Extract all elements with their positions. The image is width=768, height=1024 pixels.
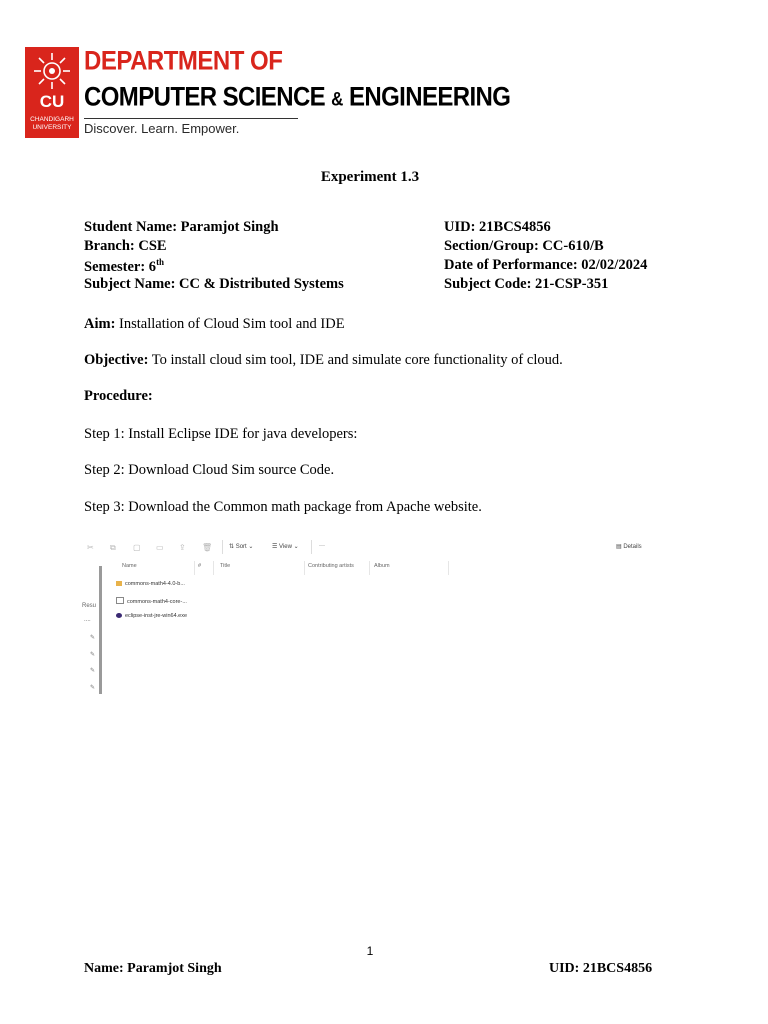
- student-name: Student Name: Paramjot Singh: [84, 219, 279, 235]
- header-divider: [84, 118, 298, 119]
- file-name: commons-math4-4.0-b...: [125, 581, 185, 587]
- paste-icon[interactable]: ▢: [133, 543, 141, 552]
- details-label: Details: [623, 544, 642, 550]
- file-row[interactable]: [116, 597, 187, 605]
- page-number: 1: [366, 944, 374, 958]
- toolbar-divider: [311, 540, 312, 554]
- experiment-title: Experiment 1.3: [320, 169, 420, 185]
- footer-name: Name: Paramjot Singh: [84, 961, 222, 976]
- department-name-main: COMPUTER SCIENCE: [84, 82, 326, 113]
- department-ampersand: &: [331, 88, 343, 110]
- column-header-artists[interactable]: Contributing artists: [308, 563, 354, 569]
- nav-item-dots: ....: [84, 617, 91, 623]
- aim-paragraph: [84, 316, 345, 333]
- student-uid: UID: 21BCS4856: [444, 219, 551, 235]
- column-header-number[interactable]: #: [198, 563, 202, 569]
- footer-uid: UID: 21BCS4856: [549, 961, 653, 976]
- rename-icon[interactable]: ▭: [156, 543, 164, 552]
- column-divider[interactable]: [194, 561, 195, 575]
- pin-icon[interactable]: ✎: [90, 635, 96, 641]
- navigation-pane-scrollbar[interactable]: [99, 566, 102, 694]
- nav-item-label[interactable]: Resu: [82, 603, 97, 609]
- step-3: Step 3: Download the Common math package from Apache website.: [84, 499, 482, 515]
- procedure-heading-text: Procedure:: [84, 388, 153, 404]
- semester: [84, 257, 164, 276]
- toolbar-divider: [222, 540, 223, 554]
- eclipse-icon: [116, 613, 122, 618]
- view-label: View: [279, 544, 292, 550]
- details-button[interactable]: [616, 543, 642, 550]
- aim-text: Installation of Cloud Sim tool and IDE: [115, 316, 345, 332]
- pin-icon[interactable]: ✎: [90, 685, 96, 691]
- procedure-heading: [84, 388, 153, 405]
- step-1: Step 1: Install Eclipse IDE for java developers:: [84, 426, 358, 442]
- step-2: Step 2: Download Cloud Sim source Code.: [84, 462, 335, 478]
- objective-label: Objective:: [84, 352, 149, 368]
- zip-folder-icon: [116, 581, 122, 586]
- pin-icon[interactable]: ✎: [90, 668, 96, 674]
- explorer-toolbar: [82, 534, 656, 560]
- copy-icon[interactable]: ⧉: [110, 543, 116, 552]
- column-divider[interactable]: [369, 561, 370, 575]
- file-explorer-screenshot: [82, 534, 656, 694]
- cut-icon[interactable]: ✂: [87, 543, 94, 552]
- department-name-end: ENGINEERING: [348, 82, 511, 113]
- university-logo: [25, 47, 79, 138]
- subject-name: Subject Name: CC & Distributed Systems: [84, 276, 344, 292]
- view-button[interactable]: ☰ View ⌄: [272, 544, 299, 550]
- details-pane-icon: ▤: [616, 544, 624, 550]
- file-name: eclipse-inst-jre-win64.exe: [125, 613, 188, 619]
- semester-superscript: th: [156, 257, 165, 267]
- logo-emblem-icon: [30, 51, 74, 91]
- sort-label: Sort: [235, 544, 247, 550]
- date-of-performance: Date of Performance: 02/02/2024: [444, 257, 648, 273]
- file-row[interactable]: [116, 613, 187, 619]
- sort-icon: ⇅: [229, 544, 236, 550]
- section-group: Section/Group: CC-610/B: [444, 238, 604, 254]
- view-icon: ☰: [272, 544, 280, 550]
- more-options-button[interactable]: ···: [319, 543, 325, 549]
- column-divider[interactable]: [213, 561, 214, 575]
- file-name: commons-math4-core-...: [127, 599, 187, 605]
- column-divider[interactable]: [304, 561, 305, 575]
- objective-text: To install cloud sim tool, IDE and simulate core functionality of cloud.: [148, 352, 563, 368]
- document-icon: [116, 597, 124, 604]
- department-title-line1: DEPARTMENT OF: [84, 46, 283, 77]
- aim-label: Aim:: [84, 316, 116, 332]
- department-title-line2: [84, 82, 510, 113]
- logo-university-text: CHANDIGARH UNIVERSITY: [30, 116, 74, 131]
- pin-icon[interactable]: ✎: [90, 652, 96, 658]
- share-icon[interactable]: ⇪: [179, 543, 186, 552]
- tagline: Discover. Learn. Empower.: [84, 121, 240, 136]
- objective-paragraph: [84, 352, 563, 369]
- semester-label: Semester: 6: [84, 259, 157, 275]
- branch: Branch: CSE: [84, 238, 167, 254]
- column-divider[interactable]: [448, 561, 449, 575]
- subject-code: Subject Code: 21-CSP-351: [444, 276, 609, 292]
- column-header-name[interactable]: Name: [122, 563, 137, 569]
- column-header-title[interactable]: Title: [220, 563, 231, 569]
- logo-cu-text: CU: [39, 92, 65, 111]
- delete-icon[interactable]: 🗑: [202, 543, 213, 552]
- sort-button[interactable]: ⇅ Sort ⌄: [229, 544, 254, 550]
- file-row[interactable]: [116, 581, 185, 587]
- column-header-album[interactable]: Album: [374, 563, 390, 569]
